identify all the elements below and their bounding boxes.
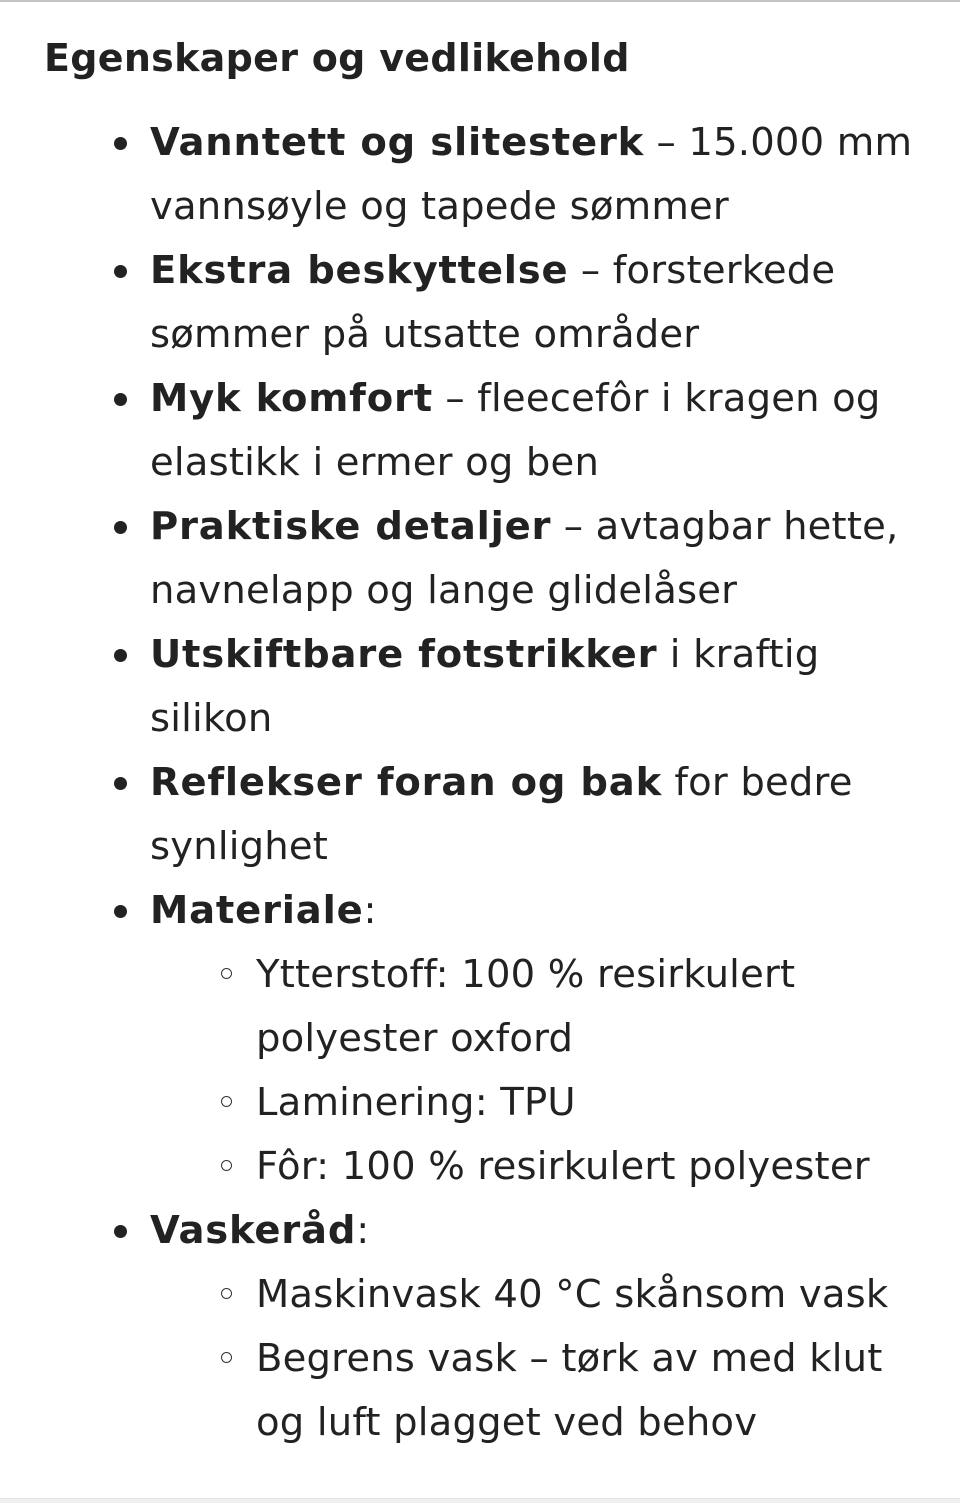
feature-title: Vanntett og slitesterk xyxy=(150,120,645,165)
sublist-text: Ytterstoff: 100 % resirkulert polyester oxford xyxy=(256,952,796,1061)
bullet-icon xyxy=(114,777,127,790)
washing-label: Vaskeråd xyxy=(150,1208,357,1253)
circle-bullet-icon xyxy=(221,1160,232,1171)
list-item-comfort xyxy=(0,367,960,495)
list-item-washing xyxy=(0,1199,960,1455)
list-item-details xyxy=(0,495,960,623)
section-title: Egenskaper og vedlikehold xyxy=(44,36,630,80)
sublist-item-machine-wash xyxy=(150,1263,920,1327)
bottom-divider xyxy=(0,1498,960,1503)
list-item-foot-straps xyxy=(0,623,960,751)
feature-text: – 15.000 mm vannsøyle og tapede sømmer xyxy=(150,120,913,229)
sublist-text: Maskinvask 40 °C skånsom vask xyxy=(256,1272,889,1317)
washing-sublist xyxy=(150,1263,920,1455)
list-item-material xyxy=(0,879,960,1199)
feature-text: for bedre synlighet xyxy=(150,760,853,869)
list-item-reflectors xyxy=(0,751,960,879)
material-label: Materiale xyxy=(150,888,364,933)
material-sublist xyxy=(150,943,920,1199)
sublist-item-outer-fabric xyxy=(150,943,920,1071)
sublist-text: Laminering: TPU xyxy=(256,1080,576,1125)
bullet-icon xyxy=(114,521,127,534)
circle-bullet-icon xyxy=(221,1352,232,1363)
bullet-icon xyxy=(114,905,127,918)
bullet-icon xyxy=(114,265,127,278)
feature-title: Myk komfort xyxy=(150,376,433,421)
material-colon: : xyxy=(363,888,377,933)
feature-text: – avtagbar hette, navnelapp og lange glidelåser xyxy=(150,504,899,613)
feature-title: Reflekser foran og bak xyxy=(150,760,662,805)
sublist-text: Fôr: 100 % resirkulert polyester xyxy=(256,1144,870,1189)
bullet-icon xyxy=(114,393,127,406)
sublist-item-lamination xyxy=(150,1071,920,1135)
list-item-waterproof xyxy=(0,111,960,239)
circle-bullet-icon xyxy=(221,968,232,979)
circle-bullet-icon xyxy=(221,1096,232,1107)
feature-text: i kraftig silikon xyxy=(150,632,820,741)
list-item-protection xyxy=(0,239,960,367)
top-divider xyxy=(0,0,960,2)
sublist-item-limit-wash xyxy=(150,1327,920,1455)
feature-list xyxy=(0,111,960,1455)
feature-title: Utskiftbare fotstrikker xyxy=(150,632,658,677)
circle-bullet-icon xyxy=(221,1288,232,1299)
feature-text: – fleecefôr i kragen og elastikk i ermer og ben xyxy=(150,376,881,485)
washing-colon: : xyxy=(356,1208,370,1253)
bullet-icon xyxy=(114,649,127,662)
bullet-icon xyxy=(114,1225,127,1238)
bullet-icon xyxy=(114,137,127,150)
feature-text: – forsterkede sømmer på utsatte områder xyxy=(150,248,836,357)
sublist-item-lining xyxy=(150,1135,920,1199)
sublist-text: Begrens vask – tørk av med klut og luft plagget ved behov xyxy=(256,1336,883,1445)
feature-title: Praktiske detaljer xyxy=(150,504,552,549)
feature-title: Ekstra beskyttelse xyxy=(150,248,569,293)
